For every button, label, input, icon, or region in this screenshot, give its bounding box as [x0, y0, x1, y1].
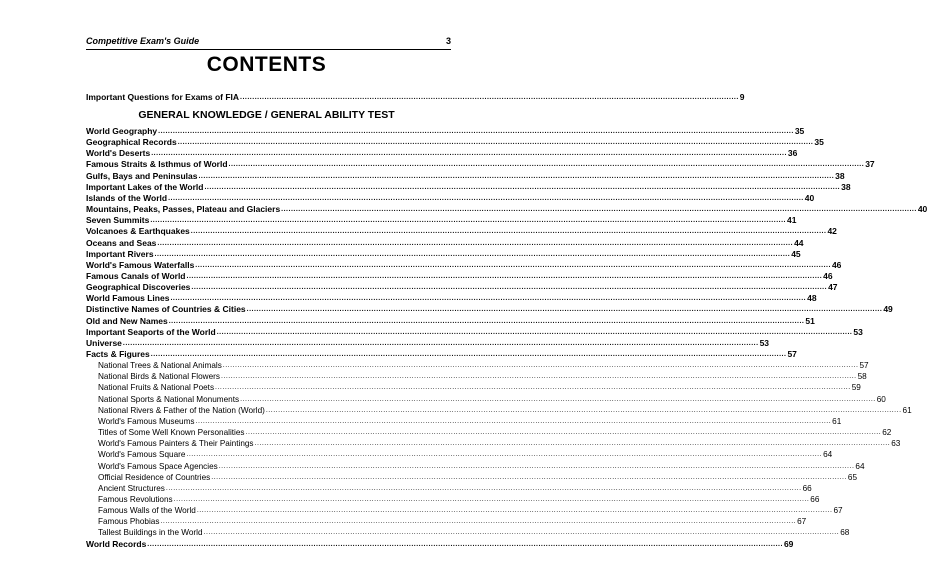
toc-leader-dots: .................................................................................................................................................................................................................................................................... [191, 284, 828, 292]
toc-entry-page: 46 [831, 259, 842, 270]
toc-entry [98, 516, 807, 527]
toc-entry-label: National Trees & National Animals [98, 361, 222, 371]
toc-entry-label: Mountains, Peaks, Passes, Plateau and Glaciers [86, 204, 281, 215]
toc-leader-dots: .................................................................................................................................................................................................................................................................... [186, 451, 823, 459]
toc-leader-dots: .................................................................................................................................................................................................................................................................... [195, 261, 831, 269]
toc-leader-dots: .................................................................................................................................................................................................................................................................... [246, 306, 883, 314]
header-page-number: 3 [445, 36, 451, 46]
toc-leader-dots: .................................................................................................................................................................................................................................................................... [151, 150, 787, 158]
toc-entry [86, 192, 815, 204]
toc-entry-label: World Records [86, 538, 147, 549]
toc-entry-label: Volcanoes & Earthquakes [86, 226, 190, 237]
toc-leader-dots: .................................................................................................................................................................................................................................................................... [195, 417, 832, 425]
toc-entry [98, 427, 892, 438]
toc-entry [86, 226, 837, 237]
toc-entry-label: Important Lakes of the World [86, 181, 204, 192]
toc-entry-page: 57 [859, 361, 869, 371]
toc-entry-page: 51 [805, 315, 815, 326]
toc-leader-dots: .................................................................................................................................................................................................................................................................... [228, 161, 865, 169]
toc-leader-dots: .................................................................................................................................................................................................................................................................... [204, 183, 841, 191]
toc-leader-dots: .................................................................................................................................................................................................................................................................... [122, 339, 759, 347]
toc-entry-label: Universe [86, 337, 122, 348]
toc-entry [86, 293, 817, 304]
toc-entry [86, 137, 824, 148]
toc-entry-label: Titles of Some Well Known Personalities [98, 428, 245, 438]
toc-leader-dots: .................................................................................................................................................................................................................................................................... [186, 273, 823, 280]
toc-entry-label: Important Questions for Exams of FIA [86, 92, 240, 102]
toc-entry-intro [86, 92, 745, 103]
toc-entry-label: World's Famous Museums [98, 416, 195, 426]
toc-entry [86, 538, 794, 550]
toc-leader-dots: .................................................................................................................................................................................................................................................................... [154, 250, 791, 258]
running-header [86, 35, 451, 50]
toc-entry [98, 405, 912, 416]
toc-leader-dots: .................................................................................................................................................................................................................................................................... [173, 495, 810, 503]
toc-entry-page: 62 [882, 428, 892, 438]
toc-entry-label: World Famous Lines [86, 293, 170, 304]
toc-leader-dots: .................................................................................................................................................................................................................................................................... [222, 362, 859, 370]
toc-entry [86, 337, 770, 349]
toc-entry-page: 9 [739, 92, 745, 102]
toc-entry [98, 382, 861, 393]
toc-entry-label: Seven Summits [86, 215, 150, 226]
toc-entry [86, 215, 797, 226]
toc-entry-label: World's Deserts [86, 148, 151, 159]
toc-entry [86, 159, 875, 170]
toc-entry-label: Important Rivers [86, 248, 154, 259]
toc-entry [86, 181, 851, 193]
toc-entry-label: World Geography [86, 126, 158, 136]
toc-leader-dots: .................................................................................................................................................................................................................................................................... [168, 194, 804, 202]
toc-leader-dots: .................................................................................................................................................................................................................................................................... [215, 384, 851, 392]
toc-leader-dots: .................................................................................................................................................................................................................................................................... [190, 228, 827, 236]
toc-leader-dots: .................................................................................................................................................................................................................................................................... [147, 540, 783, 548]
toc-leader-dots: .................................................................................................................................................................................................................................................................... [245, 429, 882, 437]
toc-leader-dots: .................................................................................................................................................................................................................................................................... [165, 484, 802, 492]
toc-entry-page: 66 [802, 483, 812, 493]
toc-entry [98, 461, 865, 472]
toc-entry-label: Old and New Names [86, 315, 168, 326]
toc-entry-label: Famous Walls of the World [98, 506, 196, 516]
toc-entry-page: 41 [786, 215, 797, 226]
toc-entry [86, 349, 797, 360]
toc-entry [86, 271, 833, 282]
toc-entry-label: Islands of the World [86, 192, 168, 203]
toc-entry-label: World's Famous Square [98, 450, 186, 460]
toc-entry-page: 48 [807, 293, 817, 304]
toc-leader-dots: .................................................................................................................................................................................................................................................................... [218, 462, 855, 470]
toc-entry-label: Tallest Buildings in the World [98, 528, 203, 538]
toc-entry [86, 126, 805, 137]
toc-leader-dots: .................................................................................................................................................................................................................................................................... [168, 317, 805, 325]
toc-entry-label: Famous Straits & Isthmus of World [86, 159, 228, 170]
toc-entry [86, 326, 863, 338]
toc-entry-page: 36 [787, 148, 798, 159]
toc-entry-label: Geographical Discoveries [86, 282, 191, 293]
toc-entry-label: Distinctive Names of Countries & Cities [86, 304, 246, 315]
toc-leader-dots: .................................................................................................................................................................................................................................................................... [220, 373, 857, 381]
toc-leader-dots: ............................................................................................................................................................................................................ [240, 94, 739, 101]
toc-leader-dots: .................................................................................................................................................................................................................................................................... [198, 172, 835, 180]
toc-leader-dots: .................................................................................................................................................................................................................................................................... [160, 518, 797, 526]
toc-entry-page: 63 [891, 439, 901, 449]
toc-entry [86, 204, 927, 215]
toc-leader-dots: .................................................................................................................................................................................................................................................................... [216, 328, 853, 336]
toc-entry-page: 45 [791, 248, 801, 259]
toc-entry-page: 59 [851, 383, 861, 393]
toc-entry-label: National Fruits & National Poets [98, 383, 215, 393]
toc-leader-dots: .................................................................................................................................................................................................................................................................... [157, 239, 794, 247]
toc-entry-page: 64 [823, 450, 833, 460]
toc-entry-label: Ancient Structures [98, 483, 165, 493]
toc-entry-label: Famous Revolutions [98, 494, 173, 504]
toc-entry-label: Oceans and Seas [86, 237, 157, 248]
toc-entry-page: 44 [794, 237, 804, 248]
toc-entry-page: 35 [794, 126, 805, 136]
toc-entry [98, 483, 812, 494]
toc-entry-page: 60 [876, 394, 886, 404]
toc-entry-page: 67 [797, 517, 807, 527]
toc-entry-page: 49 [883, 304, 893, 315]
toc-entry [98, 416, 842, 427]
toc-leader-dots: .................................................................................................................................................................................................................................................................... [203, 529, 840, 537]
toc-entry [86, 304, 893, 315]
toc-entry-label: World's Famous Painters & Their Paintings [98, 439, 254, 449]
toc-entry-page: 57 [787, 349, 797, 359]
toc-leader-dots: .................................................................................................................................................................................................................................................................... [150, 351, 787, 358]
toc-entry-page: 69 [783, 538, 794, 549]
toc-leader-dots: .................................................................................................................................................................................................................................................................... [240, 395, 876, 403]
toc-entry-page: 47 [828, 282, 838, 293]
toc-entry-page: 38 [841, 181, 851, 192]
toc-entry [86, 315, 815, 327]
toc-entry-page: 40 [804, 192, 815, 203]
toc-entry-label: National Rivers & Father of the Nation (World) [98, 405, 265, 415]
toc-leader-dots: .................................................................................................................................................................................................................................................................... [170, 295, 807, 303]
toc-entry-page: 46 [823, 271, 833, 281]
toc-entry-label: Facts & Figures [86, 349, 150, 359]
toc-entry-label: Official Residence of Countries [98, 472, 211, 482]
toc-entry [86, 237, 804, 249]
toc-entry-label: World's Famous Space Agencies [98, 461, 218, 471]
page-title: CONTENTS [206, 53, 327, 76]
toc-entry-label: National Birds & National Flowers [98, 372, 220, 382]
toc-entry-label: Geographical Records [86, 137, 177, 148]
toc-leader-dots: .................................................................................................................................................................................................................................................................... [177, 139, 814, 147]
toc-entry [98, 438, 901, 449]
toc-entry [98, 505, 843, 516]
toc-entry-label: National Sports & National Monuments [98, 394, 240, 404]
toc-leader-dots: .................................................................................................................................................................................................................................................................... [281, 206, 917, 214]
toc-entry-page: 40 [917, 204, 927, 215]
toc-entry-label: Important Seaports of the World [86, 326, 216, 337]
toc-entry [98, 394, 886, 405]
toc-entry-page: 38 [835, 170, 845, 181]
toc-entry [98, 472, 858, 483]
toc-entry-page: 64 [855, 461, 865, 471]
toc-leader-dots: .................................................................................................................................................................................................................................................................... [150, 217, 786, 225]
toc-entry [98, 360, 869, 371]
toc-entry-page: 42 [827, 226, 837, 237]
toc-entry [86, 170, 845, 182]
header-book-title: Competitive Exam's Guide [86, 36, 200, 46]
toc-entry-page: 58 [857, 372, 867, 382]
toc-entry-label: Famous Phobias [98, 517, 160, 527]
toc-entry-page: 67 [833, 506, 843, 516]
toc-entry-page: 37 [865, 159, 875, 170]
toc-entry [98, 527, 850, 538]
toc-entry-page: 61 [902, 405, 912, 415]
toc-leader-dots: .................................................................................................................................................................................................................................................................... [211, 473, 847, 481]
toc-entry-page: 53 [853, 326, 863, 337]
toc-entry [98, 494, 820, 505]
toc-entry-page: 68 [840, 528, 850, 538]
toc-entry-page: 65 [847, 472, 858, 482]
toc-entry [86, 259, 842, 271]
toc-leader-dots: .................................................................................................................................................................................................................................................................... [196, 507, 833, 515]
toc-leader-dots: .................................................................................................................................................................................................................................................................... [254, 440, 891, 448]
toc-entry-page: 53 [759, 337, 770, 348]
toc-leader-dots: .................................................................................................................................................................................................................................................................... [158, 128, 794, 135]
toc-entry [86, 248, 801, 260]
toc-entry [98, 371, 867, 382]
toc-entry-label: Famous Canals of World [86, 271, 186, 281]
toc-entry [98, 449, 833, 460]
section-heading: GENERAL KNOWLEDGE / GENERAL ABILITY TEST [138, 109, 395, 121]
toc-entry-page: 61 [832, 416, 842, 426]
toc-entry-label: World's Famous Waterfalls [86, 259, 195, 270]
toc-entry-label: Gulfs, Bays and Peninsulas [86, 170, 198, 181]
toc-entry-page: 66 [810, 494, 820, 504]
toc-leader-dots: .................................................................................................................................................................................................................................................................... [265, 406, 902, 414]
toc-entry [86, 148, 798, 159]
toc-entry-page: 35 [814, 137, 824, 148]
toc-entry [86, 282, 838, 293]
